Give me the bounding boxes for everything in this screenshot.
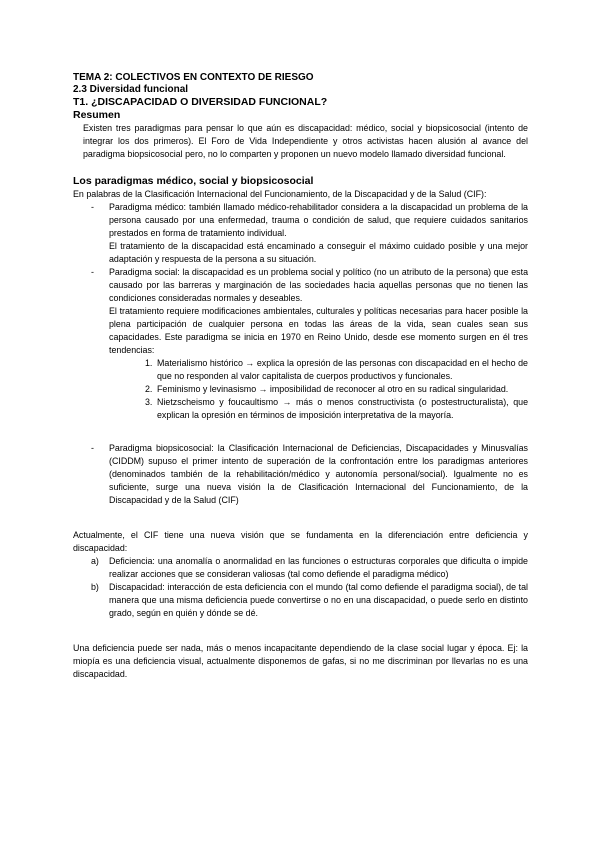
list-item bbox=[73, 581, 528, 620]
definition-text: Discapacidad: interacción de esta deficiencia con el mundo (tal como defiende el paradigma social), de tal manera que una misma deficiencia puede convertirse o no en una discapacidad, o puede serlo en distinto grado, según en quién y dónde se dé. bbox=[109, 582, 528, 618]
biopsicosocial-paragraph: Paradigma biopsicosocial: la Clasificación Internacional de Deficiencias, Discapacidades y Minusvalías (CIDDM) supuso el primer intento de superación de la confrontación entre los paradigmas anteriores (denominados también de la rehabilitación/médico y autonomía personal/social). Igualmente no es suficiente, surge una nueva visión la de Clasificación Internacional del Funcionamiento, de la Discapacidad y de la Salud (CIF) bbox=[109, 443, 528, 505]
list-item-medico bbox=[73, 201, 528, 266]
tendencia-text: Feminismo y levinasismo → imposibilidad de reconocer al otro en su radical singularidad. bbox=[157, 384, 509, 394]
actualmente-intro: Actualmente, el CIF tiene una nueva visión que se fundamenta en la diferenciación entre deficiencia y discapacidad: bbox=[73, 530, 528, 553]
tendencias-list bbox=[109, 357, 528, 422]
list-item-social bbox=[73, 266, 528, 442]
bullet-dash: - bbox=[91, 267, 94, 277]
section-intro: En palabras de la Clasificación Internacional del Funcionamiento, de la Discapacidad y de la Salud (CIF): bbox=[73, 189, 487, 199]
closing-paragraph: Una deficiencia puede ser nada, más o menos incapacitante dependiendo de la clase social lugar y época. Ej: la miopía es una deficiencia visual, actualmente disponemos de gafas, si no me discriminan por llevarlas no es una discapacidad. bbox=[73, 643, 528, 679]
spacer bbox=[109, 422, 528, 442]
paradigm-list bbox=[73, 201, 528, 507]
definitions-list bbox=[73, 555, 528, 620]
section-heading-paradigmas: Los paradigmas médico, social y biopsicosocial bbox=[73, 175, 314, 187]
bullet-dash: - bbox=[91, 202, 94, 212]
tendencia-text: Materialismo histórico → explica la opresión de las personas con discapacidad en el hecho de que no responden al valor capitalista de cuerpos productivos y funcionales. bbox=[157, 358, 528, 381]
definition-text: Deficiencia: una anomalía o anormalidad en las funciones o estructuras corporales que dificulta o impide realizar acciones que se consideran valiosas (tal como defiende el paradigma médico) bbox=[109, 556, 528, 579]
bullet-dash: - bbox=[91, 443, 94, 453]
medico-paragraph-1: Paradigma médico: también llamado médico-rehabilitador considera a la discapacidad un problema de la persona causado por una enfermedad, trauma o condición de salud, que requiere cuidados sanitarios prestados en forma de tratamiento individual. bbox=[109, 202, 528, 238]
spacer bbox=[73, 507, 528, 529]
list-number: 2. bbox=[145, 384, 153, 394]
topic-heading: TEMA 2: COLECTIVOS EN CONTEXTO DE RIESGO bbox=[73, 72, 314, 83]
spacer bbox=[73, 620, 528, 642]
medico-paragraph-2: El tratamiento de la discapacidad está encaminado a conseguir el máximo cuidado posible y una mejor adaptación y respuesta de la persona a su situación. bbox=[109, 241, 528, 264]
summary-paragraph: Existen tres paradigmas para pensar lo que aún es discapacidad: médico, social y biopsicosocial (intento de integrar los dos primeros). El Foro de Vida Independiente y otros activistas hacen alusión al avance del paradigma biopsicosocial pero, no lo comparten y proponen un nuevo modelo llamado diversidad funcional. bbox=[83, 123, 528, 159]
list-item-biopsicosocial bbox=[73, 442, 528, 507]
document-page bbox=[73, 72, 528, 681]
list-letter: b) bbox=[91, 582, 99, 592]
t1-heading: T1. ¿DISCAPACIDAD O DIVERSIDAD FUNCIONAL? bbox=[73, 96, 328, 108]
list-letter: a) bbox=[91, 556, 99, 566]
list-number: 3. bbox=[145, 397, 153, 407]
list-item bbox=[109, 357, 528, 383]
tendencia-text: Nietzscheismo y foucaultismo → más o menos constructivista (o postestructuralista), que explican la opresión en términos de imposición interpretativa de la mayoría. bbox=[157, 397, 528, 420]
summary-heading: Resumen bbox=[73, 109, 121, 121]
list-item bbox=[109, 396, 528, 422]
social-paragraph-1: Paradigma social: la discapacidad es un problema social y político (no un atributo de la persona) que esta causado por las barreras y marginación de las sociedades hacia aquellas personas que no tienen las condiciones consideradas normales y deseables. bbox=[109, 267, 528, 303]
subtopic-heading: 2.3 Diversidad funcional bbox=[73, 84, 189, 95]
list-item bbox=[109, 383, 528, 396]
list-number: 1. bbox=[145, 358, 153, 368]
social-paragraph-2: El tratamiento requiere modificaciones ambientales, culturales y políticas necesarias para hacer posible la plena participación de cualquier persona en todas las áreas de la vida, sean cuales sean sus capacidades. Este paradigma se inicia en 1970 en Reino Unido, desde ese momento surgen en él tres tendencias: bbox=[109, 306, 528, 355]
list-item bbox=[73, 555, 528, 581]
